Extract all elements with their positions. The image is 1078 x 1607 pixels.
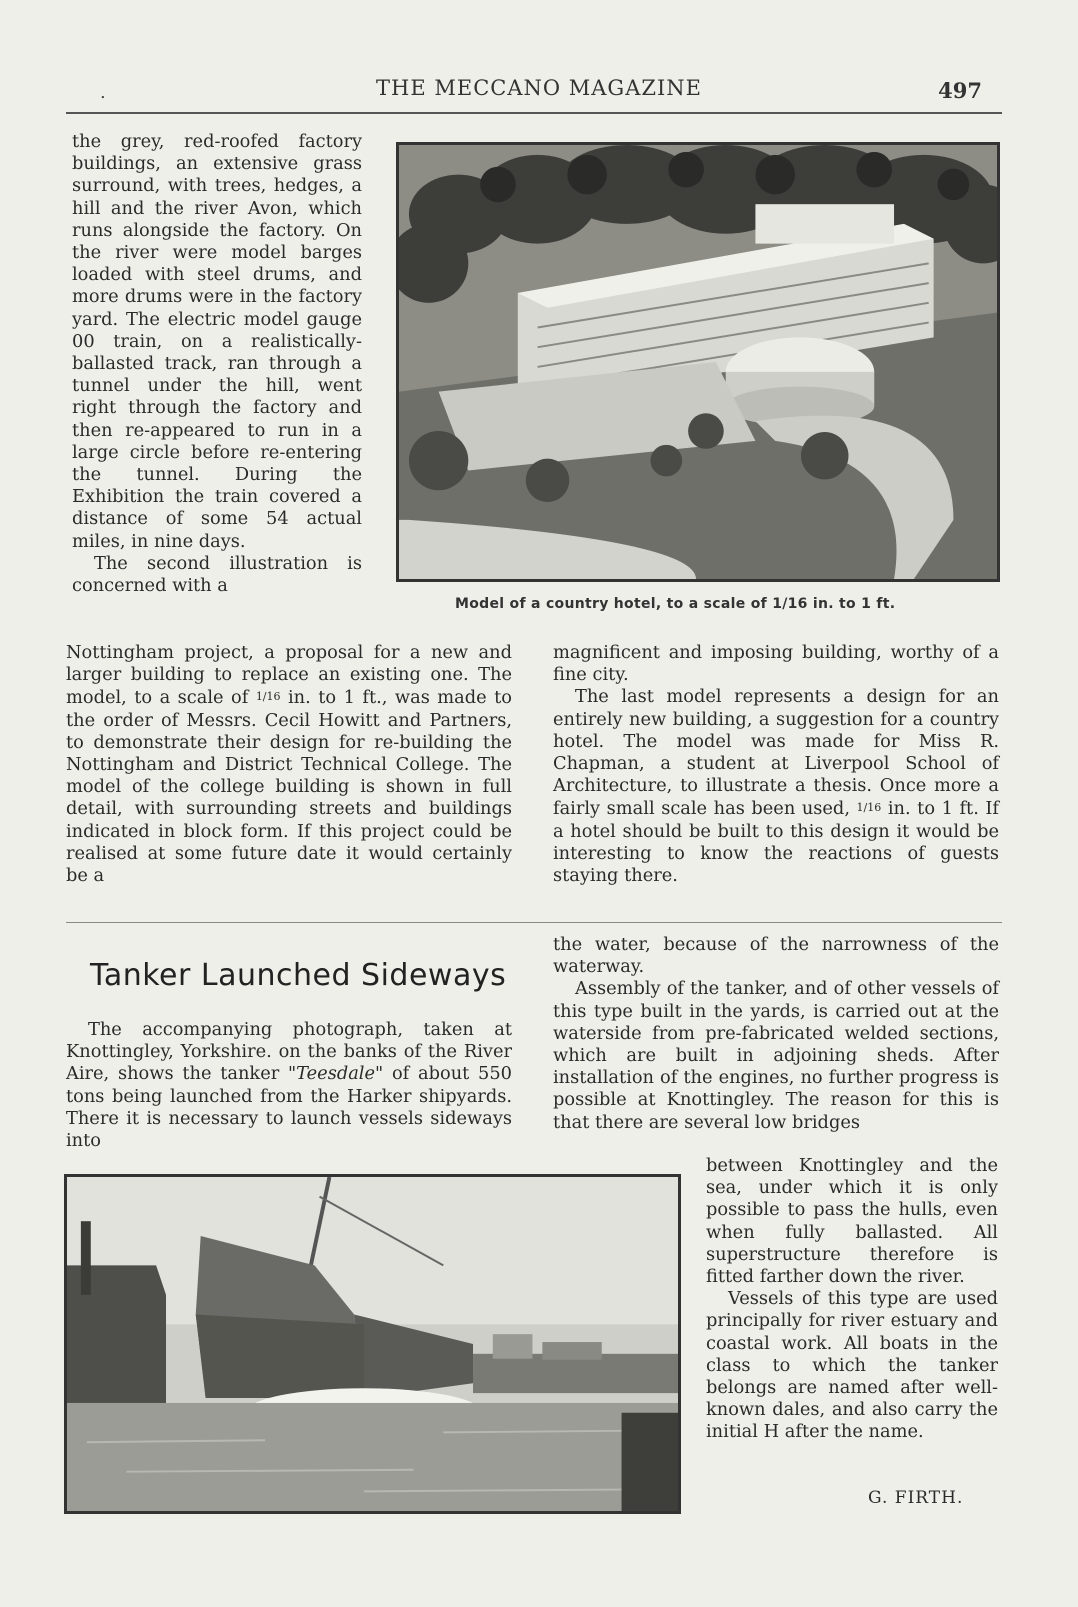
article-headline: Tanker Launched Sideways [90,958,507,993]
fraction: 1/16 [856,801,882,815]
section-rule [66,922,1002,923]
author-signature: G. FIRTH. [868,1488,964,1508]
article-right-column [553,934,999,1134]
running-header: THE MECCANO MAGAZINE [376,76,702,100]
hotel-photo-caption: Model of a country hotel, to a scale of 1/16 in. to 1 ft. [455,596,896,612]
article-left-column [66,1019,512,1152]
tanker-launch-photo [64,1174,681,1514]
page-number: 497 [938,78,982,103]
header-rule [66,112,1002,114]
text-run: The accompanying photograph, taken at Knottingley, Yorkshire. on the banks of the River Aire, shows the tanker [66,1019,512,1085]
top-left-column [72,131,362,597]
article-right-narrow-column [706,1155,998,1444]
paragraph: between Knottingley and the sea, under which it is only possible to pass the hulls, even when fully ballasted. All superstructure therefore is fitted farther down the river. [706,1155,998,1288]
text-run: The last model represents a design for an entirely new building, a suggestion for a country hotel. The model was made for Miss R. Chapman, a student at Liverpool School of Architecture, to illustrate a thesis. Once more a fairly small scale has been used, [553,686,999,820]
header-dot: . [100,82,106,103]
paragraph: magnificent and imposing building, worthy of a fine city. [553,642,999,686]
middle-left-column [66,642,512,887]
text-run: in. to 1 ft. If a hotel should be built to this design it would be interesting to know the reactions of guests staying there. [553,798,1000,887]
tanker-launch-image [67,1177,678,1511]
paragraph [66,1019,512,1152]
text-run: in. to 1 ft., was made to the order of Messrs. Cecil Howitt and Partners, to demonstrate their design for re-building the Nottingham and District Technical College. The model of the college building is shown in full detail, with surrounding streets and buildings indicated in block form. If this project could be realised at some future date it would certainly be a [66,687,512,887]
text-run: Nottingham project, a proposal for a new and larger building to replace an existing one. The model, to a scale of [66,642,512,709]
paragraph: Assembly of the tanker, and of other vessels of this type built in the yards, is carried out at the waterside from pre-fabricated welded sections, which are built in adjoining sheds. After installation of the engines, no further progress is possible at Knottingley. The reason for this is that there are several low bridges [553,978,999,1133]
paragraph [553,686,999,887]
paragraph: the grey, red-roofed factory buildings, an extensive grass surround, with trees, hedges, a hill and the river Avon, which runs alongside the factory. On the river were model barges loaded with steel drums, and more drums were in the factory yard. The electric model gauge 00 train, on a realistically-ballasted track, ran through a tunnel under the hill, went right through the factory and then re-appeared to run in a large circle before re-entering the tunnel. During the Exhibition the train covered a distance of some 54 actual miles, in nine days. [72,131,362,552]
fraction: 1/16 [255,690,281,704]
paragraph: the water, because of the narrowness of the waterway. [553,934,999,978]
middle-right-column [553,642,999,887]
hotel-model-photo [396,142,1000,582]
text-run: of about 550 tons being launched from the Harker shipyards. There it is necessary to launch vessels sideways into [66,1063,512,1152]
paragraph: Vessels of this type are used principally for river estuary and coastal work. All boats in the class to which the tanker belongs are named after well-known dales, and also carry the initial H after the name. [706,1288,998,1443]
ship-name: "Teesdale" [288,1063,384,1085]
paragraph: The second illustration is concerned with a [72,552,362,597]
paragraph [66,642,512,887]
hotel-model-image [399,145,997,579]
